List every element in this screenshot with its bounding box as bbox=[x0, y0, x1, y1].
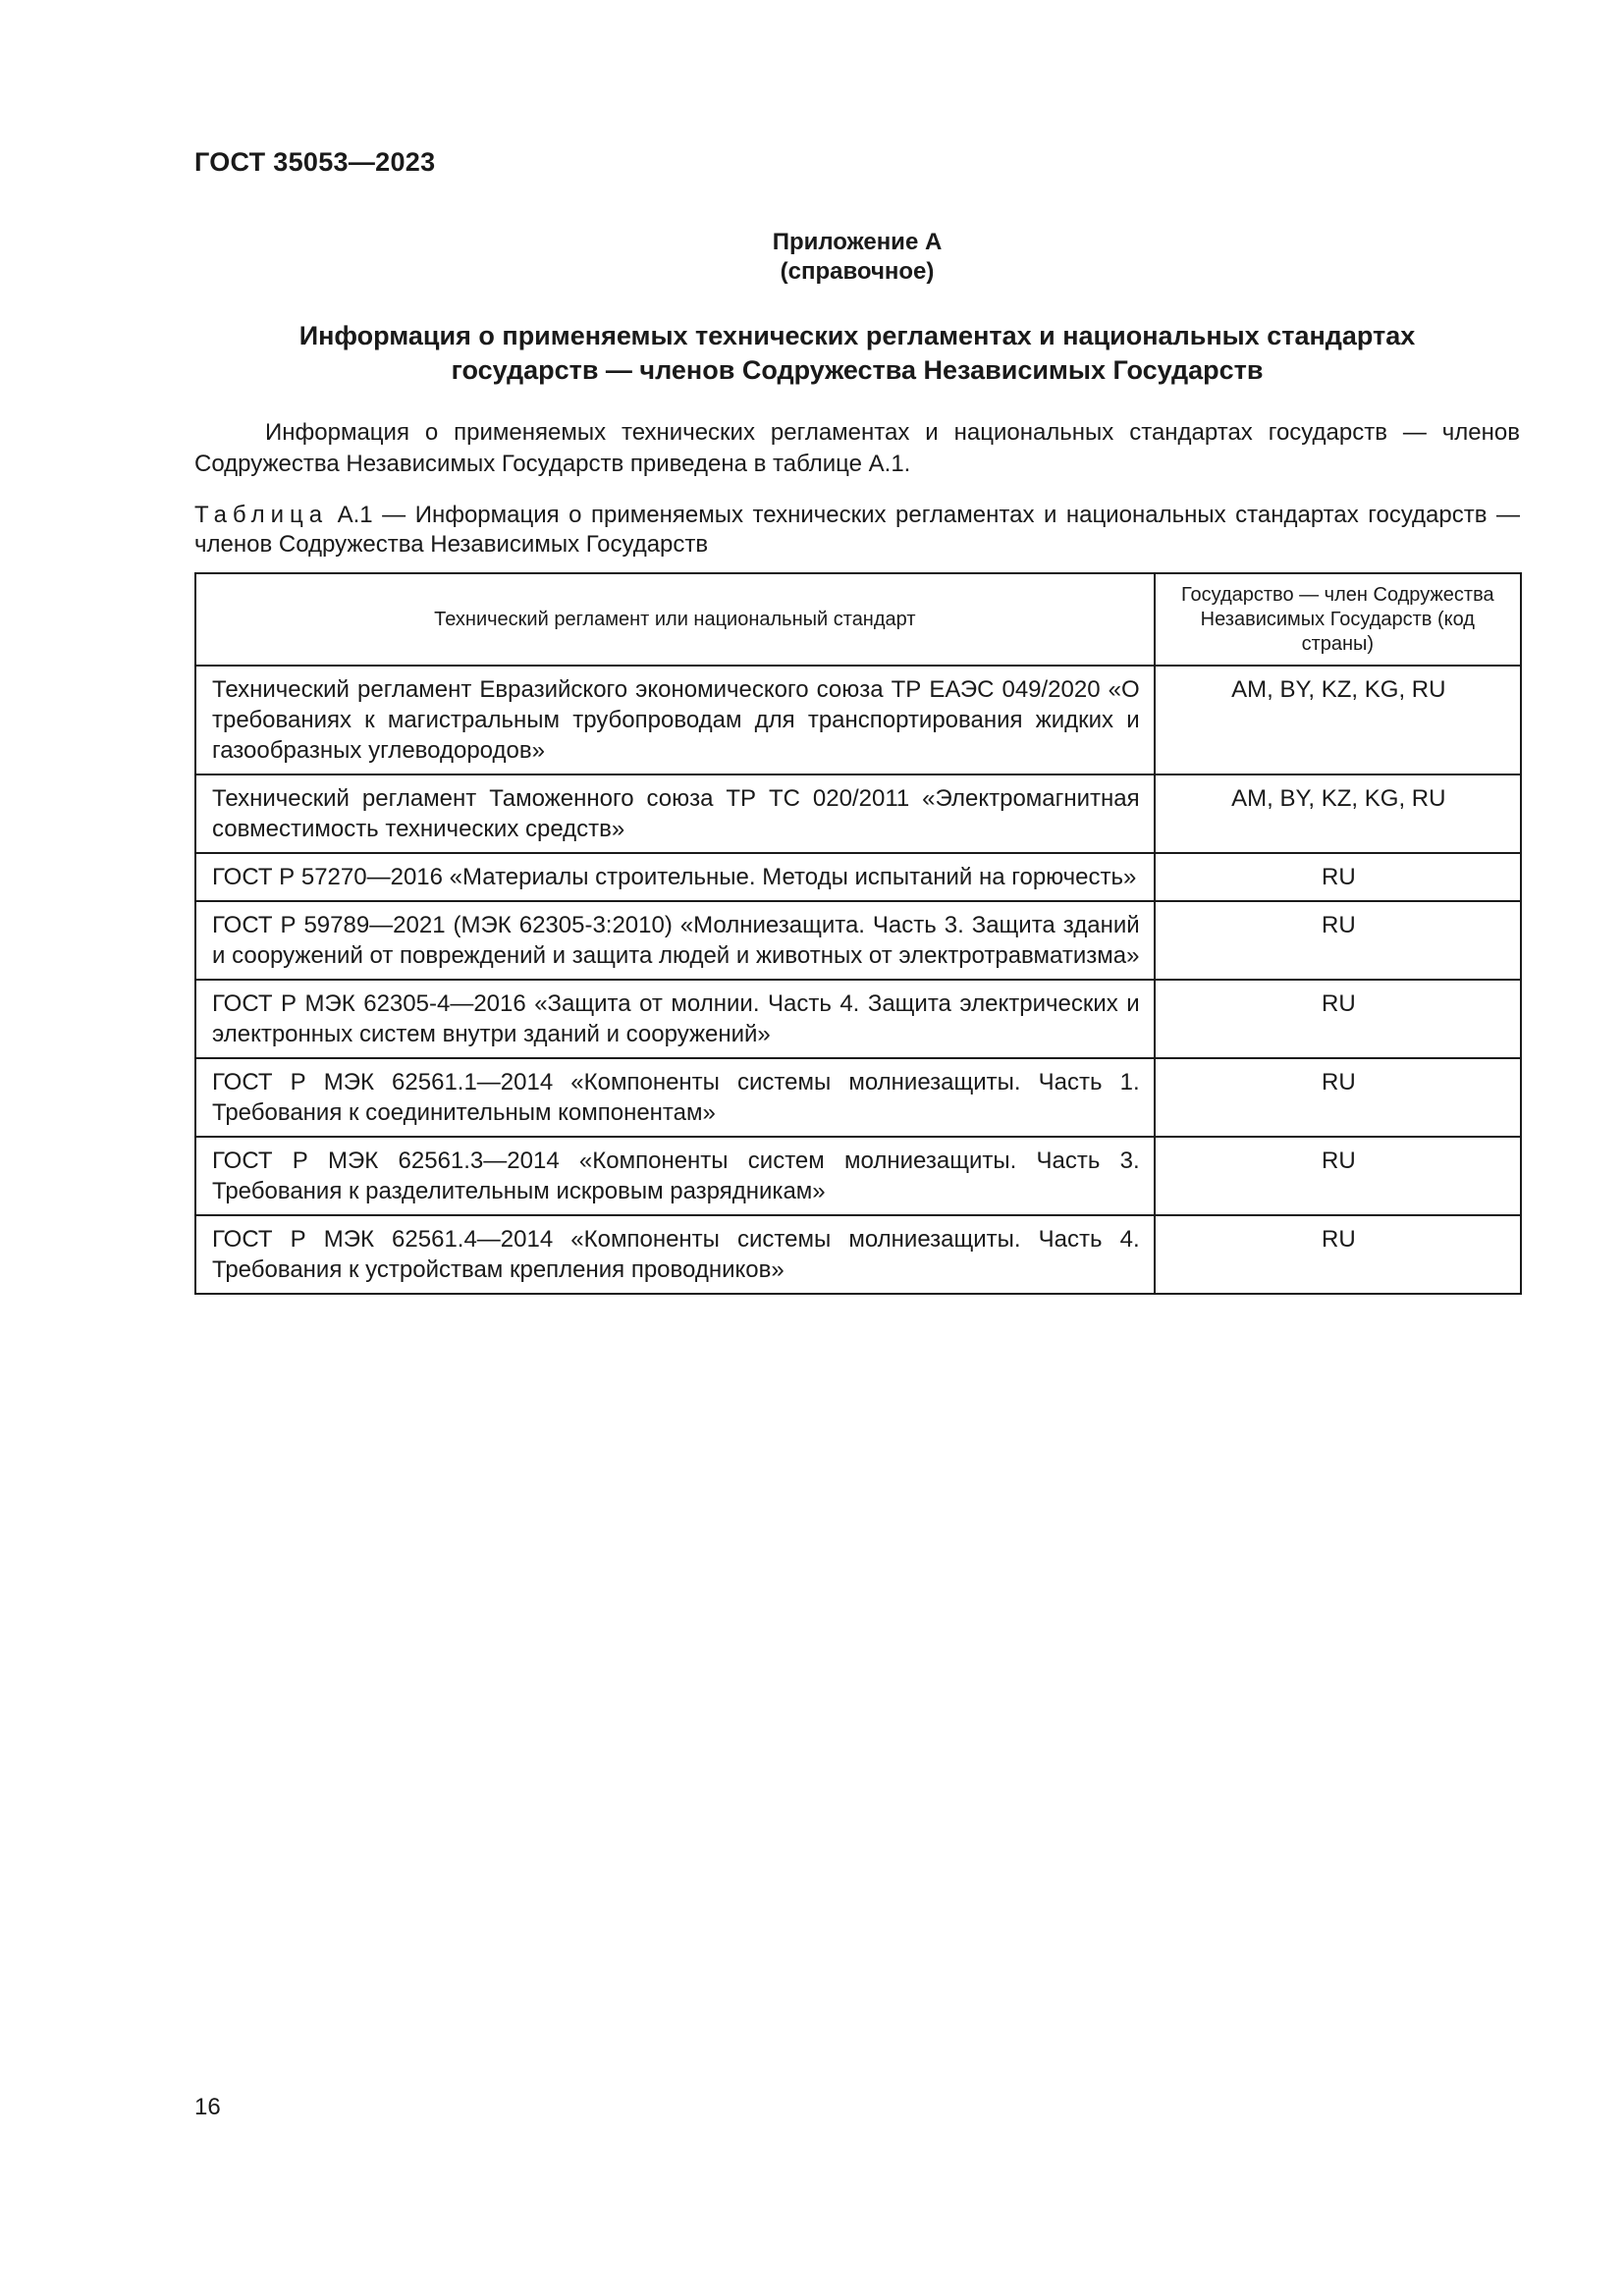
standard-cell: Технический регламент Таможенного союза ТР ТС 020/2011 «Электромагнитная совместимость технических средств» bbox=[195, 774, 1155, 853]
header-standard: Технический регламент или национальный стандарт bbox=[195, 573, 1155, 666]
appendix-heading bbox=[194, 228, 1520, 287]
table-row bbox=[195, 1215, 1521, 1294]
table-row bbox=[195, 853, 1521, 901]
standard-cell: ГОСТ Р МЭК 62561.4—2014 «Компоненты системы молниезащиты. Часть 4. Требования к устройствам крепления проводников» bbox=[195, 1215, 1155, 1294]
table-caption-label: Таблица bbox=[194, 502, 329, 528]
table-row bbox=[195, 774, 1521, 853]
table-row bbox=[195, 901, 1521, 980]
country-cell: RU bbox=[1155, 901, 1521, 980]
standard-cell: Технический регламент Евразийского экономического союза ТР ЕАЭС 049/2020 «О требованиях к магистральным трубопроводам для транспортирования жидких и газообразных углеводородов» bbox=[195, 666, 1155, 774]
table-row bbox=[195, 980, 1521, 1058]
standards-table bbox=[194, 572, 1522, 1295]
section-title bbox=[194, 319, 1520, 388]
standard-cell: ГОСТ Р МЭК 62561.3—2014 «Компоненты систем молниезащиты. Часть 3. Требования к разделительным искровым разрядникам» bbox=[195, 1137, 1155, 1215]
country-cell: AM, BY, KZ, KG, RU bbox=[1155, 774, 1521, 853]
country-cell: RU bbox=[1155, 853, 1521, 901]
header-country: Государство — член Содружества Независимых Государств (код страны) bbox=[1155, 573, 1521, 666]
country-cell: RU bbox=[1155, 980, 1521, 1058]
table-row bbox=[195, 1137, 1521, 1215]
standard-cell: ГОСТ Р МЭК 62305-4—2016 «Защита от молнии. Часть 4. Защита электрических и электронных систем внутри зданий и сооружений» bbox=[195, 980, 1155, 1058]
standard-cell: ГОСТ Р МЭК 62561.1—2014 «Компоненты системы молниезащиты. Часть 1. Требования к соединительным компонентам» bbox=[195, 1058, 1155, 1137]
appendix-type: (справочное) bbox=[780, 258, 935, 285]
country-cell: AM, BY, KZ, KG, RU bbox=[1155, 666, 1521, 774]
intro-paragraph: Информация о применяемых технических регламентах и национальных стандартах государств — членов Содружества Независимых Государств приведена в таблице А.1. bbox=[194, 419, 1520, 477]
section-title-line-2: государств — членов Содружества Независимых Государств bbox=[451, 355, 1264, 385]
country-cell: RU bbox=[1155, 1058, 1521, 1137]
standard-cell: ГОСТ Р 57270—2016 «Материалы строительные. Методы испытаний на горючесть» bbox=[195, 853, 1155, 901]
table-caption-text: А.1 — Информация о применяемых технических регламентах и национальных стандартах государств — членов Содружества Независимых Государств bbox=[194, 502, 1520, 558]
document-code: ГОСТ 35053—2023 bbox=[194, 147, 436, 177]
standard-cell: ГОСТ Р 59789—2021 (МЭК 62305-3:2010) «Молниезащита. Часть 3. Защита зданий и сооружений от повреждений и защита людей и животных от электротравматизма» bbox=[195, 901, 1155, 980]
table-caption bbox=[194, 501, 1520, 560]
appendix-title: Приложение А bbox=[772, 229, 943, 255]
country-cell: RU bbox=[1155, 1137, 1521, 1215]
page-number: 16 bbox=[194, 2094, 221, 2120]
country-cell: RU bbox=[1155, 1215, 1521, 1294]
table-row bbox=[195, 1058, 1521, 1137]
table-header-row bbox=[195, 573, 1521, 666]
table-row bbox=[195, 666, 1521, 774]
section-title-line-1: Информация о применяемых технических регламентах и национальных стандартах bbox=[298, 321, 1416, 350]
